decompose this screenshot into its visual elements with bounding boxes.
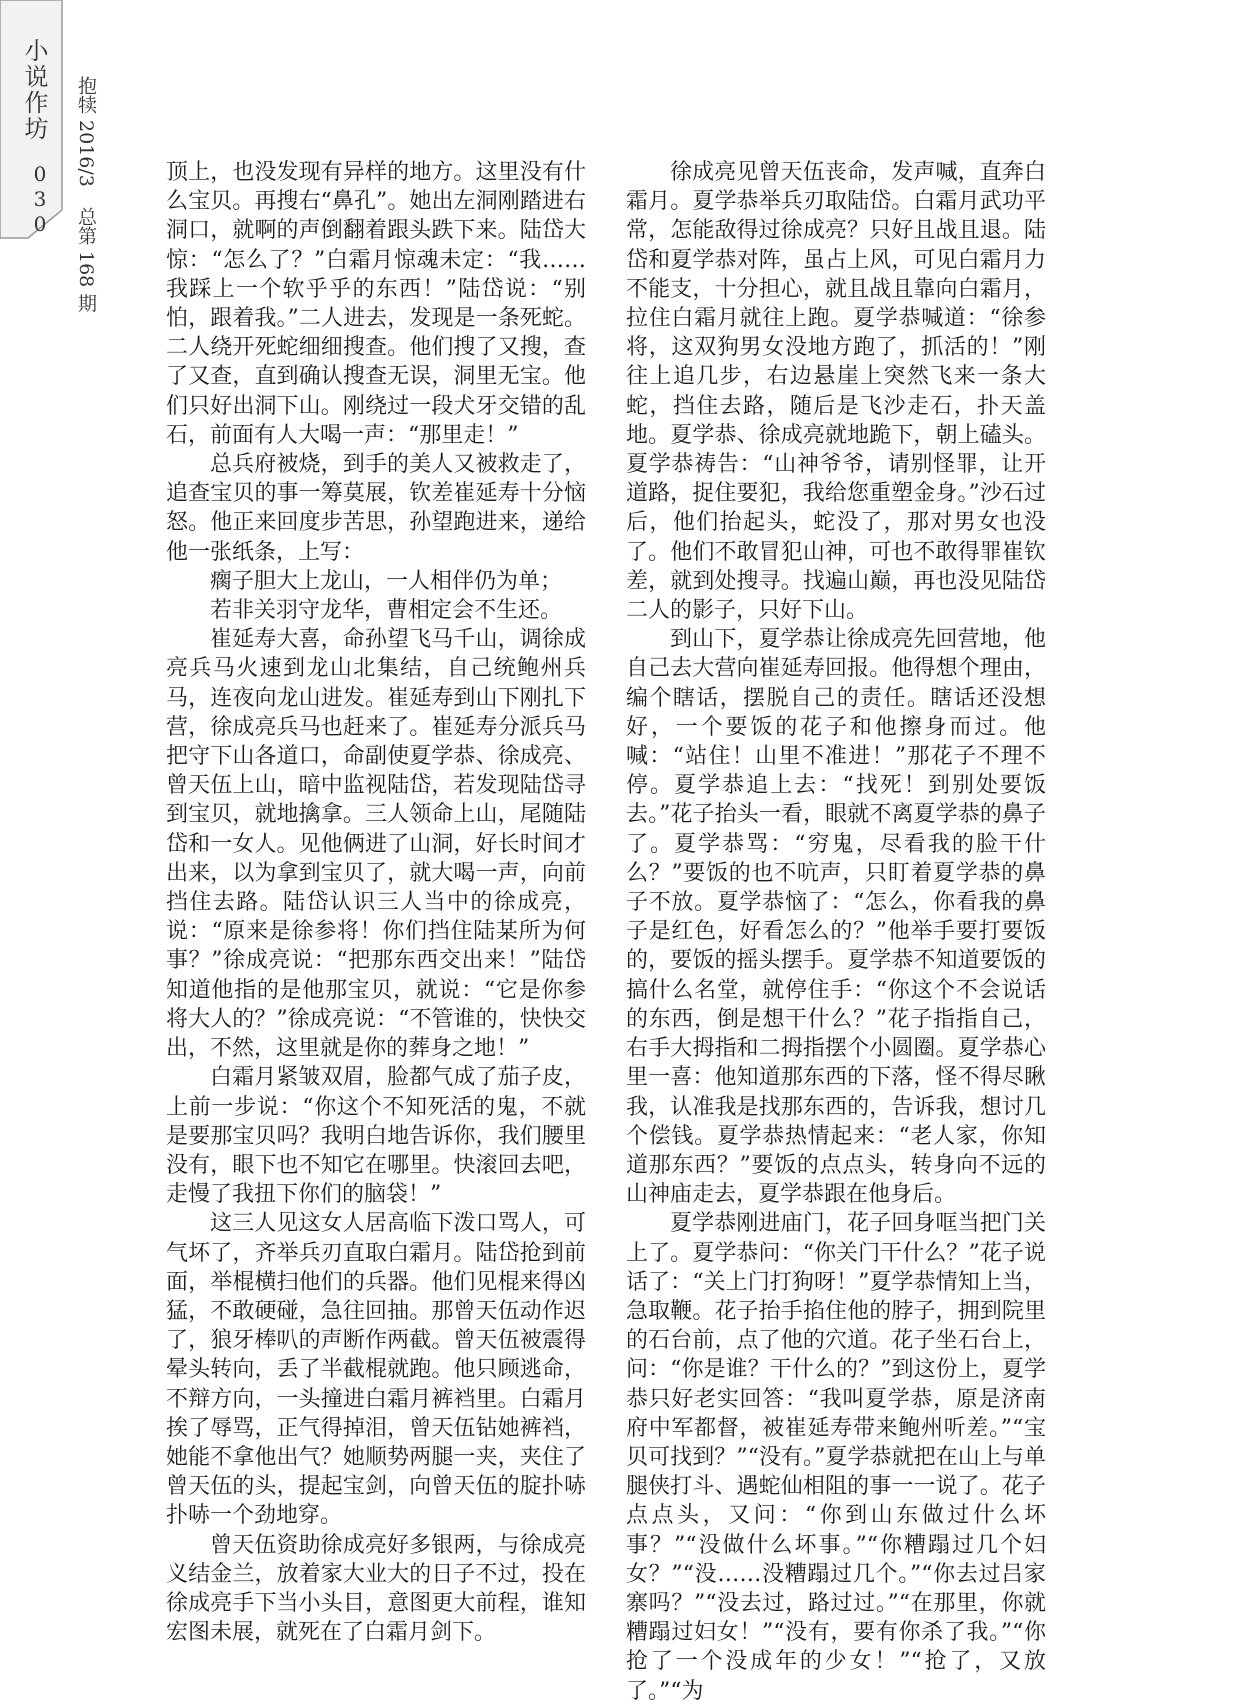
paragraph: 总兵府被烧，到手的美人又被救走了，追查宝贝的事一筹莫展，钦差崔延寿十分恼怒。他正来回度步苦思，孙望跑进来，递给他一张纸条，上写： [166,452,586,565]
page-number: 030 [28,162,52,237]
magazine-issue: 2016/3 [75,120,97,187]
section-tab [0,0,66,245]
magazine-name: 抱犊 [75,76,97,114]
paragraph: 白霜月紧皱双眉，脸都气成了茄子皮，上前一步说：“你这个不知死活的鬼，不就是要那宝贝吗？我明白地告诉你，我们腰里没有，眼下也不知它在哪里。快滚回去吧，走慢了我扭下你们的脑袋！” [166,1065,586,1208]
poem-line: 若非关羽守龙华，曹相定会不生还。 [210,598,563,624]
paragraph: 到山下，夏学恭让徐成亮先回营地，他自己去大营向崔延寿回报。他得想个理由，编个瞎话，摆脱自己的责任。瞎话还没想好，一个要饭的花子和他擦身而过。他喊：“站住！山里不准进！”那花子不理不停。夏学恭追上去：“找死！到别处要饭去。”花子抬头一看，眼就不离夏学恭的鼻子了。夏学恭骂：“穷鬼，尽看我的脸干什么？”要饭的也不吭声，只盯着夏学恭的鼻子不放。夏学恭恼了：“怎么，你看我的鼻子是红色，好看怎么的？”他举手要打要饭的，要饭的摇头摆手。夏学恭不知道要饭的搞什么名堂，就停住手：“你这个不会说话的东西，倒是想干什么？”花子指指自己，右手大拇指和二拇指摆个小圆圈。夏学恭心里一喜：他知道那东西的下落，怪不得尽瞅我，认准我是找那东西的，告诉我，想讨几个偿钱。夏学恭热情起来：“老人家，你知道那东西？”要饭的点点头，转身向不远的山神庙走去，夏学恭跟在他身后。 [626,627,1046,1208]
text-column-right [626,158,1046,1706]
section-name: 小说作坊 [20,38,48,142]
paragraph: 曾天伍资助徐成亮好多银两，与徐成亮义结金兰，放着家大业大的日子不过，投在徐成亮手下当小头目，意图更大前程，谁知宏图未展，就死在了白霜月剑下。 [166,1532,586,1646]
poem-line: 瘸子胆大上龙山，一人相伴仍为单； [210,568,563,594]
magazine-total-issue: 总第 168 期 [75,206,97,313]
text-column-left [166,158,586,1647]
paragraph: 这三人见这女人居高临下泼口骂人，可气坏了，齐举兵刃直取白霜月。陆岱抢到前面，举棍横扫他们的兵器。他们见棍来得凶猛，不敢硬碰，急往回抽。那曾天伍动作迟了，狼牙棒叭的声断作两截。曾天伍被震得晕头转向，丢了半截棍就跑。他只顾逃命，不辩方向，一头撞进白霜月裤裆里。白霜月挨了辱骂，正气得掉泪，曾天伍钻她裤裆，她能不拿他出气？她顺势两腿一夹，夹住了曾天伍的头，提起宝剑，向曾天伍的腚扑哧扑哧一个劲地穿。 [166,1211,586,1529]
paragraph: 顶上，也没发现有异样的地方。这里没有什么宝贝。再搜右“鼻孔”。她出左洞刚踏进右洞口，就啊的声倒翻着跟头跌下来。陆岱大惊：“怎么了？”白霜月惊魂未定：“我……我踩上一个软乎乎的东西！”陆岱说：“别怕，跟着我。”二人进去，发现是一条死蛇。二人绕开死蛇细细搜查。他们搜了又搜，查了又查，直到确认搜查无误，洞里无宝。他们只好出洞下山。刚绕过一段犬牙交错的乱石，前面有人大喝一声：“那里走！” [166,160,586,448]
paragraph: 徐成亮见曾天伍丧命，发声喊，直奔白霜月。夏学恭举兵刃取陆岱。白霜月武功平常，怎能敌得过徐成亮？只好且战且退。陆岱和夏学恭对阵，虽占上风，可见白霜月力不能支，十分担心，就且战且靠向白霜月，拉住白霜月就往上跑。夏学恭喊道：“徐参将，这双狗男女没地方跑了，抓活的！”刚往上追几步，右边悬崖上突然飞来一条大蛇，挡住去路，随后是飞沙走石，扑天盖地。夏学恭、徐成亮就地跪下，朝上磕头。夏学恭祷告：“山神爷爷，请别怪罪，让开道路，捉住要犯，我给您重塑金身。”沙石过后，他们抬起头，蛇没了，那对男女也没了。他们不敢冒犯山神，可也不敢得罪崔钦差，就到处搜寻。找遍山巅，再也没见陆岱二人的影子，只好下山。 [626,160,1046,624]
paragraph: 夏学恭刚进庙门，花子回身哐当把门关上了。夏学恭问：“你关门干什么？”花子说话了：“关上门打狗呀！”夏学恭情知上当，急取鞭。花子抬手掐住他的脖子，拥到院里的石台前，点了他的穴道。花子坐石台上，问：“你是谁？干什么的？”到这份上，夏学恭只好老实回答：“我叫夏学恭，原是济南府中军都督，被崔延寿带来鲍州听差。”“宝贝可找到？”“没有。”夏学恭就把在山上与单腿侠打斗、遇蛇仙相阻的事一一说了。花子点点头，又问：“你到山东做过什么坏事？”“没做什么坏事。”“你糟蹋过几个妇女？”“没……没糟蹋过几个。”“你去过吕家寨吗？”“没去过，路过过。”“在那里，你就糟蹋过妇女！”“没有，要有你杀了我。”“你抢了一个没成年的少女！”“抢了，又放了。”“为 [626,1211,1046,1704]
magazine-info [74,76,100,312]
paragraph: 崔延寿大喜，命孙望飞马千山，调徐成亮兵马火速到龙山北集结，自己统鲍州兵马，连夜向龙山进发。崔延寿到山下刚扎下营，徐成亮兵马也赶来了。崔延寿分派兵马把守下山各道口，命副使夏学恭、徐成亮、曾天伍上山，暗中监视陆岱，若发现陆岱寻到宝贝，就地擒拿。三人领命上山，尾随陆岱和一女人。见他俩进了山洞，好长时间才出来，以为拿到宝贝了，就大喝一声，向前挡住去路。陆岱认识三人当中的徐成亮，说：“原来是徐参将！你们挡住陆某所为何事？”徐成亮说：“把那东西交出来！”陆岱知道他指的是他那宝贝，就说：“它是你参将大人的？”徐成亮说：“不管谁的，快快交出，不然，这里就是你的葬身之地！” [166,627,586,1062]
